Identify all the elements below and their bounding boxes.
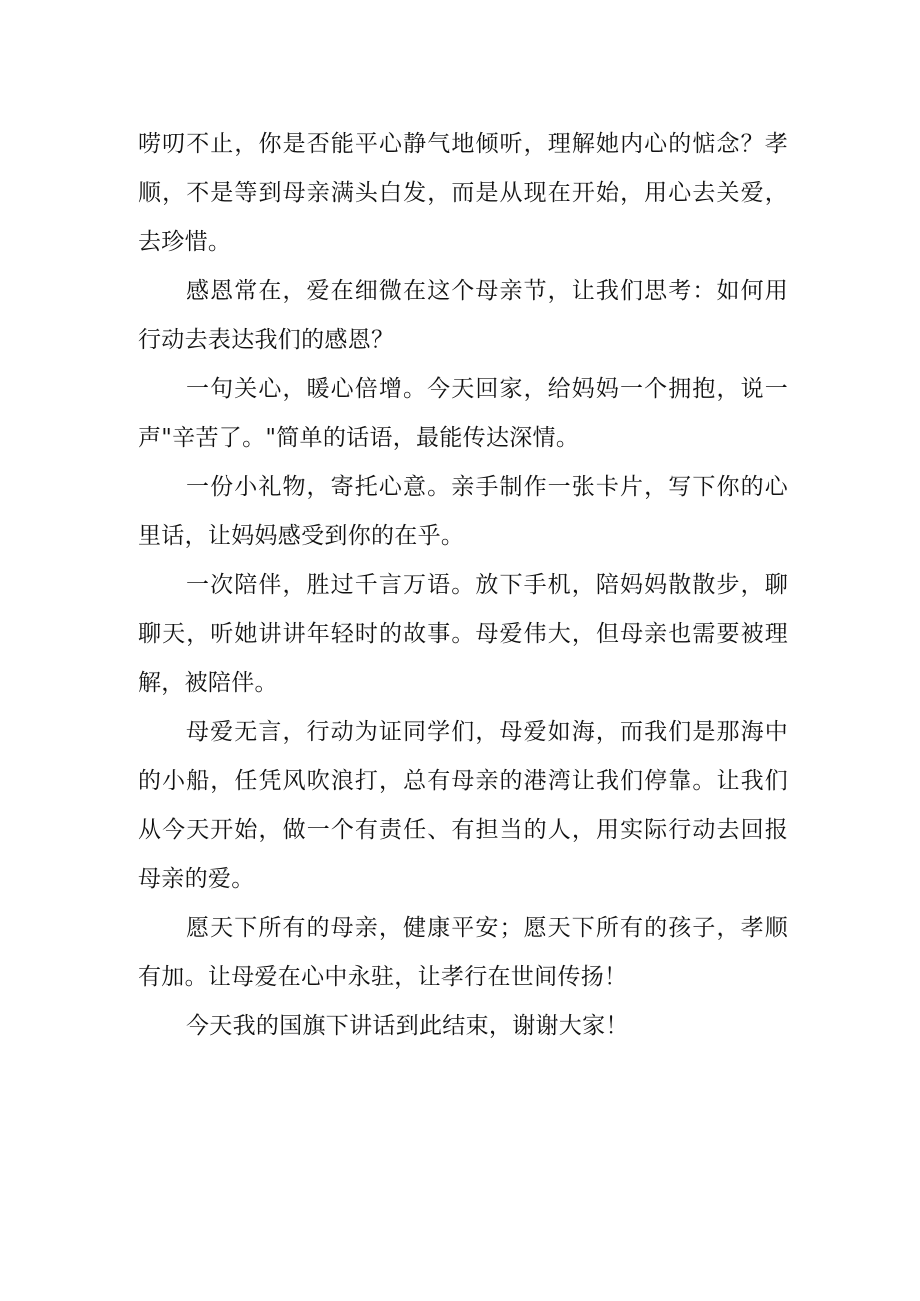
paragraph-5: 一次陪伴，胜过千言万语。放下手机，陪妈妈散散步，聊聊天，听她讲讲年轻时的故事。母爱伟大，但母亲也需要被理解，被陪伴。 [138,572,788,696]
paragraph-3: 一句关心，暖心倍增。今天回家，给妈妈一个拥抱，说一声"辛苦了。"简单的话语，最能传达深情。 [138,376,788,451]
paragraph-4: 一份小礼物，寄托心意。亲手制作一张卡片，写下你的心里话，让妈妈感受到你的在乎。 [138,474,788,549]
paragraph-8: 今天我的国旗下讲话到此结束，谢谢大家！ [186,1013,629,1039]
document-body [138,120,788,1051]
paragraph-2: 感恩常在，爱在细微在这个母亲节，让我们思考：如何用行动去表达我们的感恩？ [138,278,788,353]
paragraph-7: 愿天下所有的母亲，健康平安；愿天下所有的孩子，孝顺有加。让母爱在心中永驻，让孝行在世间传扬！ [138,915,788,990]
paragraph-1: 唠叨不止，你是否能平心静气地倾听，理解她内心的惦念？孝顺，不是等到母亲满头白发，而是从现在开始，用心去关爱，去珍惜。 [138,131,788,255]
paragraph-6: 母爱无言，行动为证同学们，母爱如海，而我们是那海中的小船，任凭风吹浪打，总有母亲的港湾让我们停靠。让我们从今天开始，做一个有责任、有担当的人，用实际行动去回报母亲的爱。 [138,719,788,892]
